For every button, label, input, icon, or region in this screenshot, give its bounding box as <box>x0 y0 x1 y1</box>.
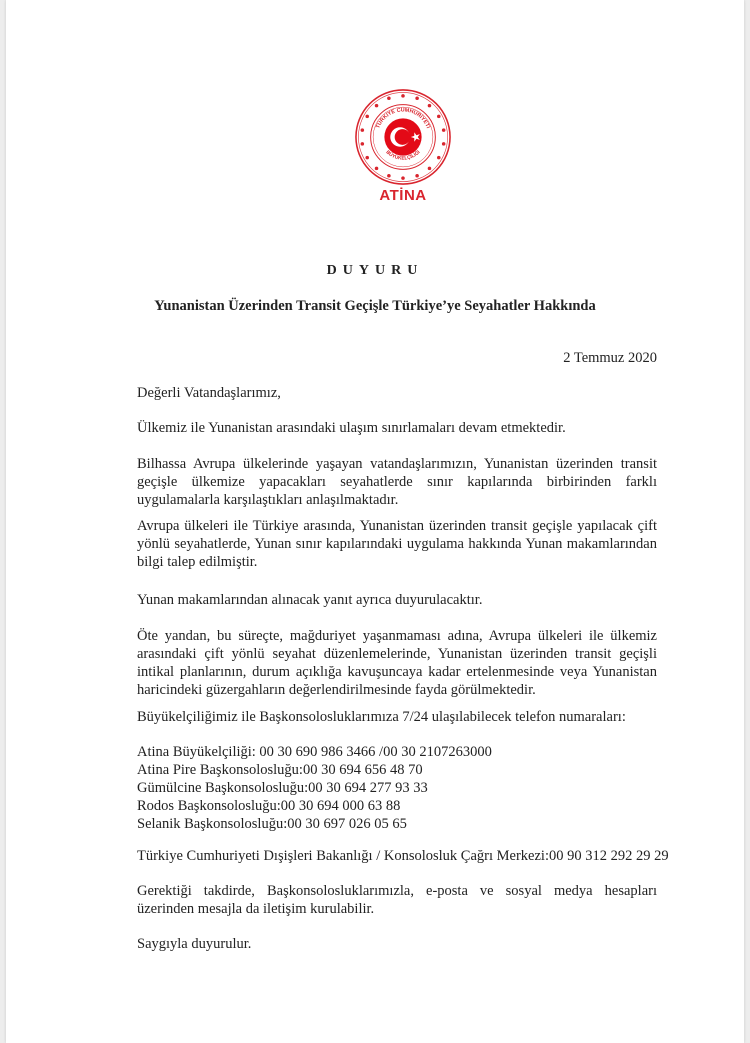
contact-item: Gümülcine Başkonsolosluğu:00 30 694 277 93 33 <box>137 780 428 796</box>
contact-item: Atina Büyükelçiliği: 00 30 690 986 3466 /00 30 2107263000 <box>137 744 492 760</box>
document-subtitle: Yunanistan Üzerinden Transit Geçişle Türkiye’ye Seyahatler Hakkında <box>154 298 596 314</box>
paragraph-5: Öte yandan, bu süreçte, mağduriyet yaşanmaması adına, Avrupa ülkeleri ile ülkemiz arasındaki çift yönlü seyahat düzenlemelerinde, Yunanistan üzerinden transit geçişli intikal planlarının, durum açıklığa kavuşuncaya kadar ertelenmesinde veya Yunanistan haricindeki güzergahların değerlendirilmesinde fayda görülmektedir. <box>137 628 657 698</box>
paragraph-2: Bilhassa Avrupa ülkelerinde yaşayan vatandaşlarımızın, Yunanistan üzerinden transit geçişle ülkemize yapacakları seyahatlerde sınır kapılarında birbirinden farklı uygulamalarla karşılaştıkları anlaşılmaktadır. <box>137 456 657 508</box>
svg-text:BÜYÜKELÇİLİĞİ: BÜYÜKELÇİLİĞİ <box>384 150 422 162</box>
paragraph-1: Ülkemiz ile Yunanistan arasındaki ulaşım sınırlamaları devam etmektedir. <box>137 420 566 436</box>
contact-item: Rodos Başkonsolosluğu:00 30 694 000 63 88 <box>137 798 401 814</box>
paragraph-3: Avrupa ülkeleri ile Türkiye arasında, Yunanistan üzerinden transit geçişle yapılacak çift yönlü seyahatlerde, Yunan sınır kapılarındaki uygulama hakkında Yunan makamlarından bilgi talep edilmiştir. <box>137 518 657 570</box>
svg-text:TÜRKİYE CUMHURİYETİ: TÜRKİYE CUMHURİYETİ <box>375 107 431 130</box>
call-center-line: Türkiye Cumhuriyeti Dışişleri Bakanlığı / Konsolosluk Çağrı Merkezi:00 90 312 292 29 29 <box>137 848 669 864</box>
paragraph-6: Büyükelçiliğimiz ile Başkonsolosluklarımıza 7/24 ulaşılabilecek telefon numaraları: <box>137 709 626 725</box>
contact-item: Atina Pire Başkonsolosluğu:00 30 694 656 48 70 <box>137 762 423 778</box>
salutation: Değerli Vatandaşlarımız, <box>137 385 281 401</box>
embassy-city-label: ATİNA <box>379 187 427 204</box>
paragraph-4: Yunan makamlarından alınacak yanıt ayrıca duyurulacaktır. <box>137 592 483 608</box>
contact-list <box>137 743 657 833</box>
embassy-seal-icon <box>354 88 452 186</box>
contact-item: Selanik Başkonsolosluğu:00 30 697 026 05 65 <box>137 816 407 832</box>
document-title: DUYURU <box>326 263 424 278</box>
sign-off: Saygıyla duyurulur. <box>137 936 252 952</box>
closing-paragraph: Gerektiği takdirde, Başkonsolosluklarımızla, e-posta ve sosyal medya hesapları üzerinden mesajla da iletişim kurulabilir. <box>137 883 657 917</box>
document-date: 2 Temmuz 2020 <box>563 350 657 366</box>
